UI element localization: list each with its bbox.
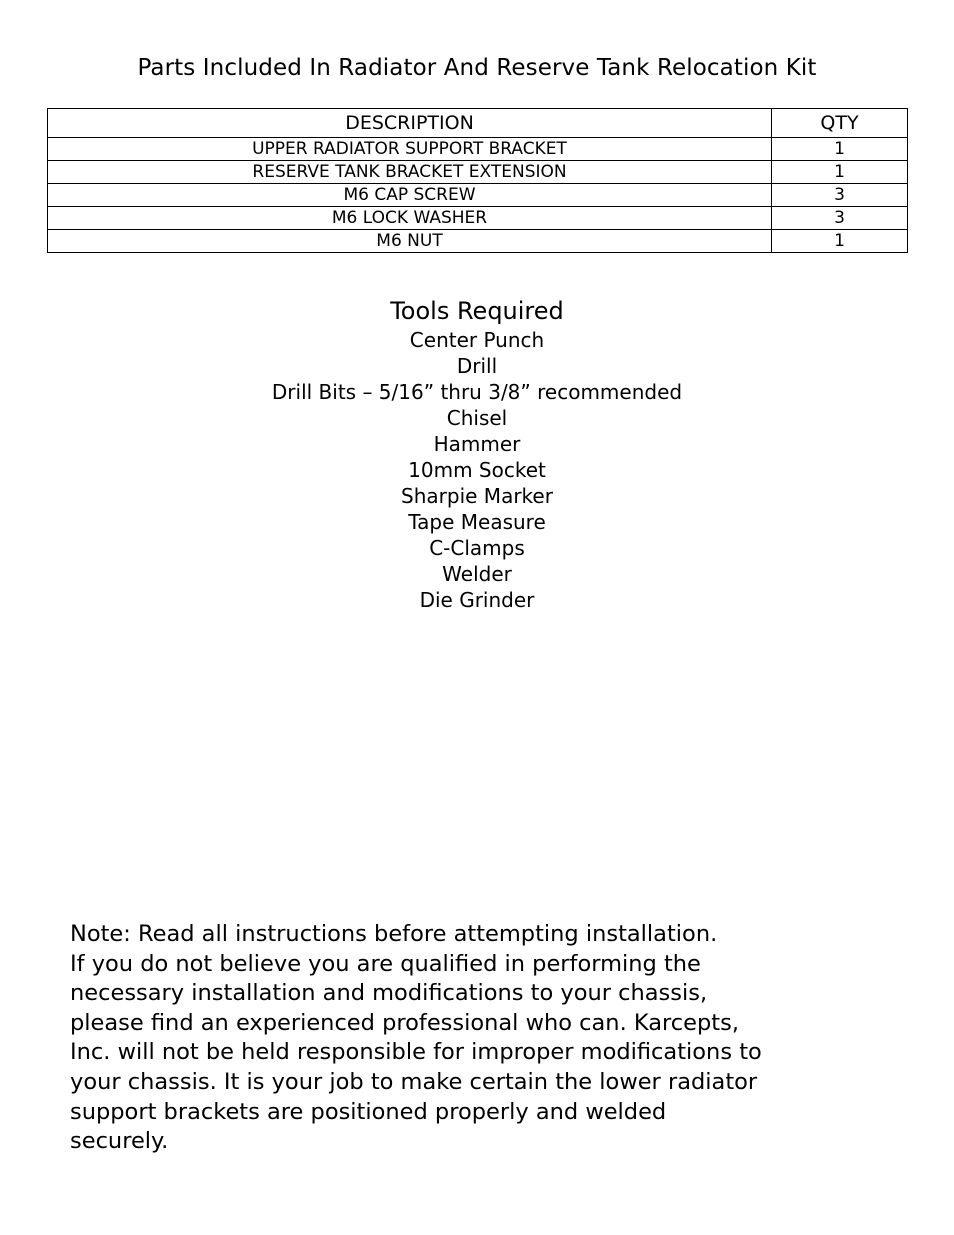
table-header-row: [48, 109, 908, 138]
list-item: Sharpie Marker: [401, 484, 553, 508]
note-line: Note: Read all instructions before attempting installation.: [70, 921, 718, 947]
part-qty: 1: [772, 138, 908, 161]
note-line: Inc. will not be held responsible for improper modifications to: [70, 1039, 762, 1066]
part-description: RESERVE TANK BRACKET EXTENSION: [48, 161, 772, 184]
list-item: 10mm Socket: [408, 458, 546, 482]
tools-section: [0, 295, 954, 613]
list-item: Drill Bits – 5/16” thru 3/8” recommended: [271, 380, 683, 404]
note-line: If you do not believe you are qualified in performing the: [70, 950, 701, 977]
part-description: M6 LOCK WASHER: [48, 207, 772, 230]
part-description: UPPER RADIATOR SUPPORT BRACKET: [48, 138, 772, 161]
list-item: Hammer: [433, 432, 521, 456]
table-row: [48, 161, 908, 184]
note-line: securely.: [70, 1128, 169, 1155]
list-item: Welder: [442, 562, 512, 586]
table-row: [48, 230, 908, 253]
list-item: Tape Measure: [408, 510, 546, 534]
part-qty: 3: [772, 207, 908, 230]
part-qty: 1: [772, 161, 908, 184]
note-line: necessary installation and modifications to your chassis,: [70, 980, 708, 1007]
table-row: [48, 207, 908, 230]
tools-title: Tools Required: [390, 297, 564, 325]
table-row: [48, 138, 908, 161]
list-item: Drill: [456, 354, 498, 378]
installation-note: [70, 920, 900, 1157]
list-item: Die Grinder: [419, 588, 535, 612]
header-qty: QTY: [772, 109, 908, 138]
list-item: Chisel: [446, 406, 508, 430]
part-qty: 1: [772, 230, 908, 253]
part-qty: 3: [772, 184, 908, 207]
parts-table: [47, 108, 908, 253]
table-row: [48, 184, 908, 207]
part-description: M6 CAP SCREW: [48, 184, 772, 207]
page-title: Parts Included In Radiator And Reserve Tank Relocation Kit: [137, 55, 817, 81]
header-description: DESCRIPTION: [48, 109, 772, 138]
note-line: your chassis. It is your job to make certain the lower radiator: [70, 1068, 758, 1095]
list-item: Center Punch: [409, 328, 545, 352]
part-description: M6 NUT: [48, 230, 772, 253]
note-line: please find an experienced professional who can. Karcepts,: [70, 1009, 739, 1036]
list-item: C-Clamps: [429, 536, 525, 560]
note-line: support brackets are positioned properly and welded: [70, 1098, 667, 1125]
tools-list: [0, 327, 954, 613]
